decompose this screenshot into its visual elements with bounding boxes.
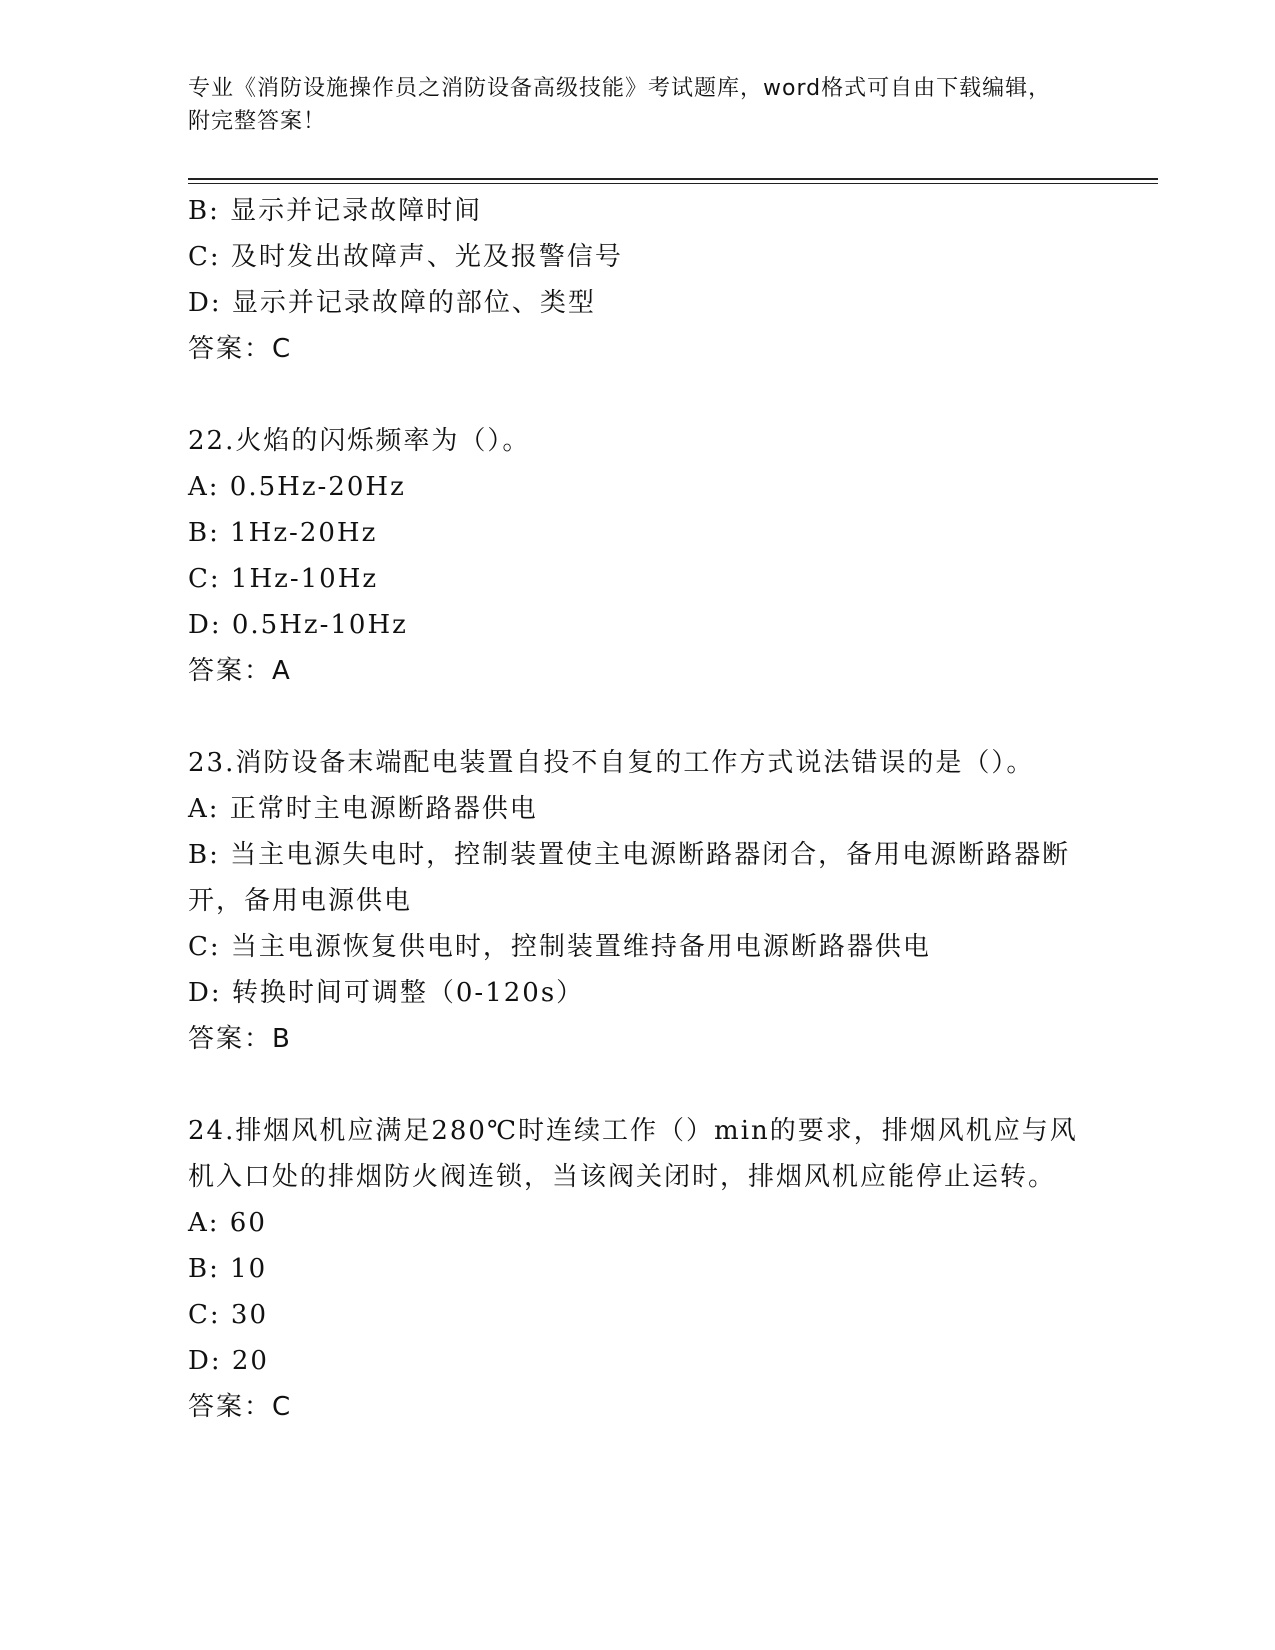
answer: 答案：B: [188, 1024, 292, 1054]
option-b: B: 10: [188, 1254, 268, 1284]
option-c: C: 1Hz-10Hz: [188, 564, 379, 594]
spacer: [188, 694, 1088, 740]
option-c: C: 当主电源恢复供电时，控制装置维持备用电源断路器供电: [188, 932, 931, 962]
option-d: D: 转换时间可调整（0-120s）: [188, 978, 585, 1008]
question-22: 22.火焰的闪烁频率为（）。: [188, 426, 531, 456]
spacer: [188, 372, 1088, 418]
spacer: [188, 1062, 1088, 1108]
option-b: B: 显示并记录故障时间: [188, 196, 483, 226]
option-a: A: 60: [188, 1208, 267, 1238]
option-d: D: 0.5Hz-10Hz: [188, 610, 408, 640]
option-d: D: 显示并记录故障的部位、类型: [188, 288, 596, 318]
question-content: [188, 188, 1088, 1430]
option-b: B: 1Hz-20Hz: [188, 518, 378, 548]
question-24: 24.排烟风机应满足280℃时连续工作（）min的要求，排烟风机应与风机入口处的排烟防火阀连锁，当该阀关闭时，排烟风机应能停止运转。: [188, 1116, 1078, 1192]
answer: 答案：C: [188, 1392, 293, 1422]
option-a: A: 0.5Hz-20Hz: [188, 472, 406, 502]
answer: 答案：C: [188, 334, 293, 364]
option-d: D: 20: [188, 1346, 269, 1376]
option-a: A: 正常时主电源断路器供电: [188, 794, 538, 824]
option-c: C: 及时发出故障声、光及报警信号: [188, 242, 623, 272]
header-divider-thin: [188, 183, 1158, 184]
document-header: 专业《消防设施操作员之消防设备高级技能》考试题库，word格式可自由下载编辑，附完整答案！: [188, 76, 1052, 134]
answer: 答案：A: [188, 656, 292, 686]
question-23: 23.消防设备末端配电装置自投不自复的工作方式说法错误的是（）。: [188, 748, 1035, 778]
option-c: C: 30: [188, 1300, 269, 1330]
option-b: B: 当主电源失电时，控制装置使主电源断路器闭合，备用电源断路器断开，备用电源供电: [188, 840, 1071, 916]
header-divider-thick: [188, 178, 1158, 180]
